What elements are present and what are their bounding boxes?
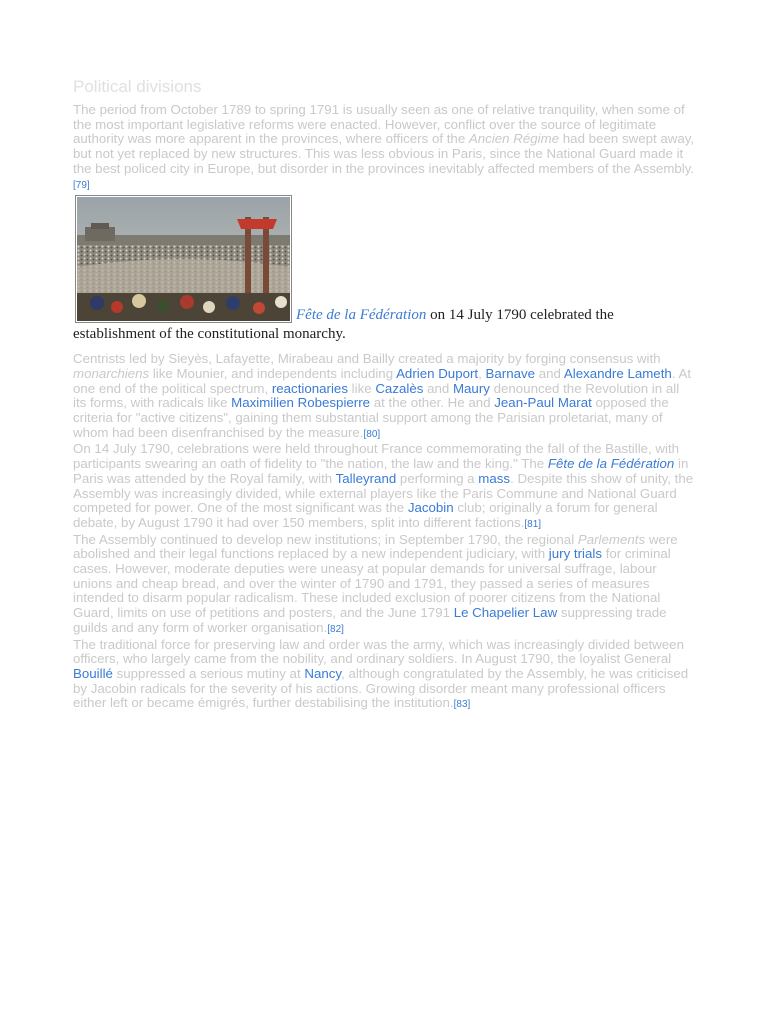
adrien-duport-link[interactable]: Adrien Duport [396, 365, 479, 381]
jury-trials-link[interactable]: jury trials [548, 546, 602, 562]
fete-de-la-federation-inline-link[interactable]: Fête de la Fédération [547, 456, 675, 472]
alexandre-lameth-link[interactable]: Alexandre Lameth [563, 365, 672, 381]
reactionaries-link[interactable]: reactionaries [271, 380, 348, 396]
citation-link[interactable]: [80] [363, 428, 381, 440]
bouille-link[interactable]: Bouillé [73, 665, 113, 681]
barnave-link[interactable]: Barnave [485, 365, 536, 381]
mass-link[interactable]: mass [478, 470, 511, 486]
paragraph-3: On 14 July 1790, celebrations were held throughout France commemorating the fall of the Bastille, with participants swearing an oath of fidelity to "the nation, the law and the king." The Fête de la Fédération in Paris was attended by the Royal family, with Talleyrand performing a mass. Despite this show of unity, the Assembly was increasingly divided, while external players like the Paris Commune and National Guard competed for power. One of the most significant was the Jacobin club; originally a forum for general debate, by August 1790 it had over 150 members, split into different factions.[81] [73, 441, 694, 530]
paragraph-1: The period from October 1789 to spring 1791 is usually seen as one of relative tranquility, when some of the most important legislative reforms were enacted. However, conflict over the source of legitimate authority was more apparent in the provinces, where officers of the Ancien Régime had been swept away, but not yet replaced by new structures. This was less obvious in Paris, since the National Guard made it the best policed city in Europe, but disorder in the provinces inevitably affected members of the Assembly.[79] [73, 102, 695, 191]
paragraph-4: The Assembly continued to develop new institutions; in September 1790, the regional Parlements were abolished and their legal functions replaced by a new independent judiciary, with jury trials for criminal cases. However, moderate deputies were uneasy at popular demands for universal suffrage, labour unions and cheap bread, and over the winter of 1790 and 1791, they passed a series of measures intended to disarm popular radicalism. These included exclusion of poorer citizens from the National Guard, limits on use of petitions and posters, and the June 1791 Le Chapelier Law suppressing trade guilds and any form of worker organisation.[82] [73, 531, 678, 635]
cazales-link[interactable]: Cazalès [375, 380, 424, 396]
article-section [73, 77, 695, 713]
citation-link[interactable]: [79] [73, 179, 90, 191]
citation-link[interactable]: [82] [327, 623, 344, 635]
fete-de-la-federation-link[interactable]: Fête de la Fédération [296, 307, 427, 324]
figure-caption: on 14 July 1790 celebrated the establishment of the constitutional monarchy. [73, 307, 614, 343]
maury-link[interactable]: Maury [452, 380, 490, 396]
fete-painting-image [77, 197, 290, 321]
nancy-link[interactable]: Nancy [304, 665, 342, 681]
fete-painting-thumbnail[interactable] [75, 195, 292, 323]
robespierre-link[interactable]: Maximilien Robespierre [231, 395, 371, 411]
citation-link[interactable]: [83] [453, 699, 471, 711]
jacobin-link[interactable]: Jacobin [407, 500, 454, 516]
section-heading: Political divisions [73, 77, 202, 96]
paragraph-5: The traditional force for preserving law and order was the army, which was increasingly divided between officers, who largely came from the nobility, and ordinary soldiers. In August 1790, the loyalist General Bouillé suppressed a serious mutiny at Nancy, although congratulated by the Assembly, he was criticised by Jacobin radicals for the severity of his actions. Growing disorder meant many professional officers either left or became émigrés, further destabilising the institution.[83] [73, 636, 689, 711]
talleyrand-link[interactable]: Talleyrand [335, 470, 397, 486]
le-chapelier-law-link[interactable]: Le Chapelier Law [453, 605, 558, 621]
paragraph-2: Centrists led by Sieyès, Lafayette, Mirabeau and Bailly created a majority by forging consensus with monarchiens like Mounier, and independents including Adrien Duport, Barnave and Alexandre Lameth. At one end of the political spectrum, reactionaries like Cazalès and Maury denounced the Revolution in all its forms, with radicals like Maximilien Robespierre at the other. He and Jean-Paul Marat opposed the criteria for "active citizens", gaining them substantial support among the Parisian proletariat, many of whom had been disenfranchised by the measure.[80] [73, 351, 692, 440]
citation-link[interactable]: [81] [524, 518, 542, 530]
marat-link[interactable]: Jean-Paul Marat [494, 395, 592, 411]
figure [73, 195, 695, 344]
